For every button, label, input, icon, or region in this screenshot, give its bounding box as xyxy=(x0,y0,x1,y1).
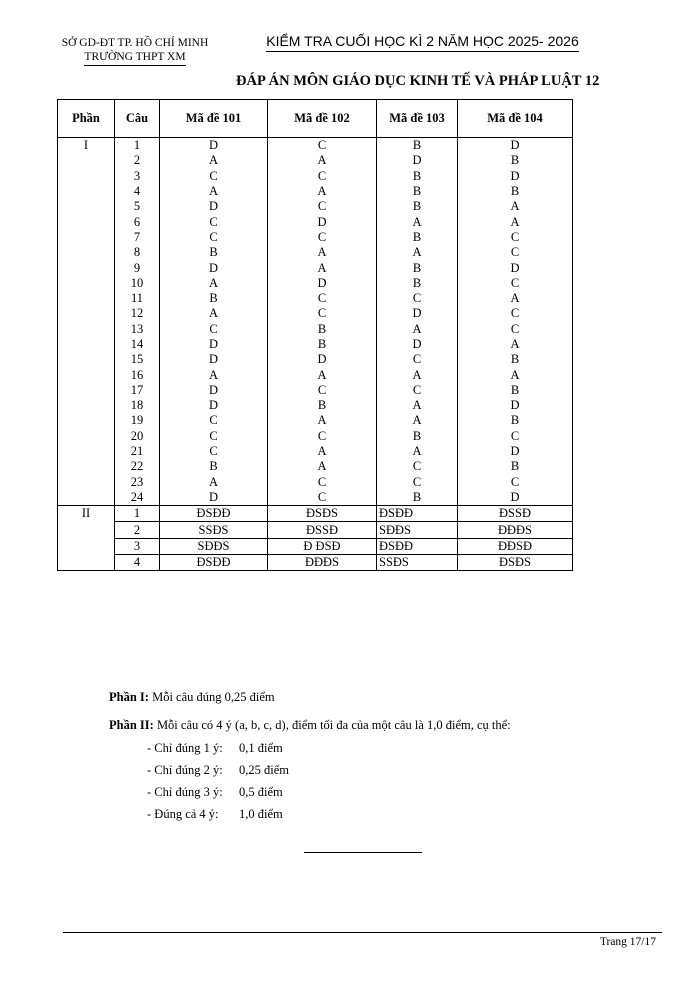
question-number: 1 xyxy=(115,506,160,522)
table-row xyxy=(58,230,573,245)
header-part: Phần xyxy=(58,100,115,138)
answer-104: C xyxy=(458,322,573,337)
answer-102: Đ ĐSĐ xyxy=(268,538,377,554)
answer-101: D xyxy=(160,490,268,506)
question-number: 14 xyxy=(115,337,160,352)
answer-101: D xyxy=(160,398,268,413)
scoring-value: 0,5 điểm xyxy=(239,785,283,799)
part1-body xyxy=(58,138,573,506)
answer-104: D xyxy=(458,398,573,413)
answer-103: B xyxy=(377,490,458,506)
question-number: 6 xyxy=(115,214,160,229)
part1-note xyxy=(109,690,275,705)
question-number: 2 xyxy=(115,522,160,538)
answer-104: A xyxy=(458,199,573,214)
answer-101: ĐSĐĐ xyxy=(160,506,268,522)
answer-102: C xyxy=(268,490,377,506)
answer-104: B xyxy=(458,153,573,168)
answer-104: A xyxy=(458,214,573,229)
question-number: 7 xyxy=(115,230,160,245)
header-question: Câu xyxy=(115,100,160,138)
answer-103: B xyxy=(377,230,458,245)
footer-rule xyxy=(63,932,662,933)
part2-note xyxy=(109,718,511,733)
exam-title xyxy=(255,33,590,52)
answer-103: B xyxy=(377,199,458,214)
answer-101: B xyxy=(160,291,268,306)
answer-104: A xyxy=(458,291,573,306)
answer-102: A xyxy=(268,184,377,199)
document-title: ĐÁP ÁN MÔN GIÁO DỤC KINH TẾ VÀ PHÁP LUẬT 12 xyxy=(236,73,600,89)
answer-101: A xyxy=(160,367,268,382)
answer-104: C xyxy=(458,276,573,291)
question-number: 4 xyxy=(115,184,160,199)
answer-103: B xyxy=(377,169,458,184)
answer-103: A xyxy=(377,322,458,337)
question-number: 22 xyxy=(115,459,160,474)
question-number: 11 xyxy=(115,291,160,306)
table-row xyxy=(58,459,573,474)
answer-103: C xyxy=(377,352,458,367)
answer-101: C xyxy=(160,214,268,229)
table-row xyxy=(58,506,573,522)
table-row xyxy=(58,214,573,229)
part1-note-text: Mỗi câu đúng 0,25 điểm xyxy=(148,690,275,704)
table-row xyxy=(58,184,573,199)
answer-102: C xyxy=(268,306,377,321)
header-code-102: Mã đề 102 xyxy=(268,100,377,138)
table-row xyxy=(58,352,573,367)
question-number: 24 xyxy=(115,490,160,506)
answer-103: SSĐS xyxy=(377,555,458,571)
table-row xyxy=(58,555,573,571)
scoring-label: - Chỉ đúng 3 ý: xyxy=(147,785,223,799)
exam-title-text: KIỂM TRA CUỐI HỌC KÌ 2 NĂM HỌC 2025- 2026 xyxy=(266,33,579,52)
answer-102: ĐSSĐ xyxy=(268,522,377,538)
answer-103: C xyxy=(377,459,458,474)
answer-102: A xyxy=(268,367,377,382)
table-row xyxy=(58,245,573,260)
table-row xyxy=(58,153,573,168)
answer-102: A xyxy=(268,444,377,459)
answer-102: C xyxy=(268,291,377,306)
answer-104: B xyxy=(458,184,573,199)
answer-101: D xyxy=(160,138,268,154)
answer-102: C xyxy=(268,138,377,154)
table-row xyxy=(58,138,573,154)
table-row xyxy=(58,398,573,413)
answer-104: ĐSSĐ xyxy=(458,506,573,522)
answer-103: D xyxy=(377,337,458,352)
header-code-103: Mã đề 103 xyxy=(377,100,458,138)
table-row xyxy=(58,490,573,506)
answer-102: C xyxy=(268,383,377,398)
answer-104: C xyxy=(458,429,573,444)
answer-102: A xyxy=(268,245,377,260)
scoring-label: - Đúng cả 4 ý: xyxy=(147,807,219,821)
answer-104: D xyxy=(458,490,573,506)
department-name: SỞ GD-ĐT TP. HỒ CHÍ MINH xyxy=(61,37,209,49)
answer-104: C xyxy=(458,475,573,490)
answer-table xyxy=(57,99,573,571)
question-number: 4 xyxy=(115,555,160,571)
question-number: 9 xyxy=(115,260,160,275)
answer-101: ĐSĐĐ xyxy=(160,555,268,571)
table-row xyxy=(58,538,573,554)
question-number: 18 xyxy=(115,398,160,413)
table-row xyxy=(58,291,573,306)
table-row xyxy=(58,444,573,459)
answer-103: A xyxy=(377,413,458,428)
answer-103: D xyxy=(377,306,458,321)
table-row xyxy=(58,199,573,214)
answer-101: D xyxy=(160,199,268,214)
question-number: 3 xyxy=(115,169,160,184)
question-number: 2 xyxy=(115,153,160,168)
question-number: 16 xyxy=(115,367,160,382)
part2-note-text: Mỗi câu có 4 ý (a, b, c, d), điểm tối đa của một câu là 1,0 điểm, cụ thể: xyxy=(153,718,511,732)
table-row xyxy=(58,475,573,490)
answer-101: SSĐS xyxy=(160,522,268,538)
answer-103: B xyxy=(377,138,458,154)
answer-101: D xyxy=(160,352,268,367)
scoring-label: - Chỉ đúng 2 ý: xyxy=(147,763,223,777)
answer-101: B xyxy=(160,245,268,260)
answer-104: D xyxy=(458,138,573,154)
answer-104: C xyxy=(458,230,573,245)
answer-104: ĐĐĐS xyxy=(458,522,573,538)
answer-104: B xyxy=(458,383,573,398)
answer-102: A xyxy=(268,260,377,275)
answer-102: D xyxy=(268,276,377,291)
answer-102: B xyxy=(268,337,377,352)
answer-103: B xyxy=(377,184,458,199)
answer-104: D xyxy=(458,444,573,459)
answer-104: C xyxy=(458,245,573,260)
part2-body xyxy=(58,506,573,571)
answer-104: A xyxy=(458,337,573,352)
question-number: 21 xyxy=(115,444,160,459)
answer-104: A xyxy=(458,367,573,382)
table-row xyxy=(58,322,573,337)
answer-102: ĐSĐS xyxy=(268,506,377,522)
answer-102: D xyxy=(268,214,377,229)
answer-101: C xyxy=(160,444,268,459)
part1-note-label: Phần I: xyxy=(109,690,149,704)
answer-102: C xyxy=(268,230,377,245)
table-row xyxy=(58,429,573,444)
scoring-value: 0,25 điểm xyxy=(239,763,289,777)
scoring-item xyxy=(147,741,283,756)
answer-101: C xyxy=(160,169,268,184)
answer-104: D xyxy=(458,260,573,275)
answer-101: D xyxy=(160,383,268,398)
part-label: I xyxy=(58,138,115,506)
question-number: 23 xyxy=(115,475,160,490)
table-row xyxy=(58,383,573,398)
answer-102: B xyxy=(268,322,377,337)
answer-102: C xyxy=(268,475,377,490)
answer-101: C xyxy=(160,230,268,245)
table-row xyxy=(58,276,573,291)
answer-101: C xyxy=(160,429,268,444)
answer-102: A xyxy=(268,459,377,474)
answer-101: A xyxy=(160,153,268,168)
answer-102: ĐĐĐS xyxy=(268,555,377,571)
answer-101: SĐĐS xyxy=(160,538,268,554)
table-row xyxy=(58,367,573,382)
answer-103: C xyxy=(377,291,458,306)
answer-104: C xyxy=(458,306,573,321)
answer-101: A xyxy=(160,306,268,321)
header-code-104: Mã đề 104 xyxy=(458,100,573,138)
answer-103: ĐSĐĐ xyxy=(377,506,458,522)
answer-104: B xyxy=(458,459,573,474)
table-row xyxy=(58,169,573,184)
answer-103: A xyxy=(377,214,458,229)
table-header-row xyxy=(58,100,573,138)
answer-102: C xyxy=(268,199,377,214)
answer-103: A xyxy=(377,444,458,459)
answer-101: A xyxy=(160,184,268,199)
part2-note-label: Phần II: xyxy=(109,718,154,732)
answer-103: A xyxy=(377,398,458,413)
answer-104: ĐĐSĐ xyxy=(458,538,573,554)
question-number: 17 xyxy=(115,383,160,398)
question-number: 5 xyxy=(115,199,160,214)
answer-101: C xyxy=(160,322,268,337)
answer-104: D xyxy=(458,169,573,184)
table-row xyxy=(58,306,573,321)
answer-102: A xyxy=(268,413,377,428)
answer-102: A xyxy=(268,153,377,168)
answer-103: B xyxy=(377,429,458,444)
answer-101: D xyxy=(160,260,268,275)
answer-103: A xyxy=(377,245,458,260)
answer-101: C xyxy=(160,413,268,428)
answer-103: ĐSĐĐ xyxy=(377,538,458,554)
answer-103: A xyxy=(377,367,458,382)
header-left xyxy=(40,36,230,66)
answer-101: A xyxy=(160,276,268,291)
scoring-value: 1,0 điểm xyxy=(239,807,283,821)
answer-101: B xyxy=(160,459,268,474)
part-label: II xyxy=(58,506,115,571)
scoring-item xyxy=(147,785,283,800)
answer-103: C xyxy=(377,383,458,398)
answer-103: B xyxy=(377,260,458,275)
table-row xyxy=(58,260,573,275)
table-row xyxy=(58,413,573,428)
answer-102: C xyxy=(268,169,377,184)
answer-102: C xyxy=(268,429,377,444)
scoring-item xyxy=(147,807,283,822)
answer-104: B xyxy=(458,352,573,367)
school-name: TRƯỜNG THPT XM xyxy=(84,50,185,66)
answer-103: B xyxy=(377,276,458,291)
answer-102: D xyxy=(268,352,377,367)
scoring-label: - Chỉ đúng 1 ý: xyxy=(147,741,223,755)
question-number: 20 xyxy=(115,429,160,444)
header-code-101: Mã đề 101 xyxy=(160,100,268,138)
question-number: 15 xyxy=(115,352,160,367)
scoring-value: 0,1 điểm xyxy=(239,741,283,755)
question-number: 19 xyxy=(115,413,160,428)
question-number: 12 xyxy=(115,306,160,321)
scoring-item xyxy=(147,763,289,778)
answer-101: A xyxy=(160,475,268,490)
answer-103: D xyxy=(377,153,458,168)
end-separator xyxy=(304,852,422,853)
table-row xyxy=(58,522,573,538)
table-row xyxy=(58,337,573,352)
answer-103: SĐĐS xyxy=(377,522,458,538)
answer-101: D xyxy=(160,337,268,352)
answer-104: B xyxy=(458,413,573,428)
question-number: 10 xyxy=(115,276,160,291)
question-number: 3 xyxy=(115,538,160,554)
answer-102: B xyxy=(268,398,377,413)
answer-103: C xyxy=(377,475,458,490)
answer-104: ĐSĐS xyxy=(458,555,573,571)
question-number: 8 xyxy=(115,245,160,260)
question-number: 13 xyxy=(115,322,160,337)
page-number: Trang 17/17 xyxy=(599,936,656,948)
question-number: 1 xyxy=(115,138,160,154)
